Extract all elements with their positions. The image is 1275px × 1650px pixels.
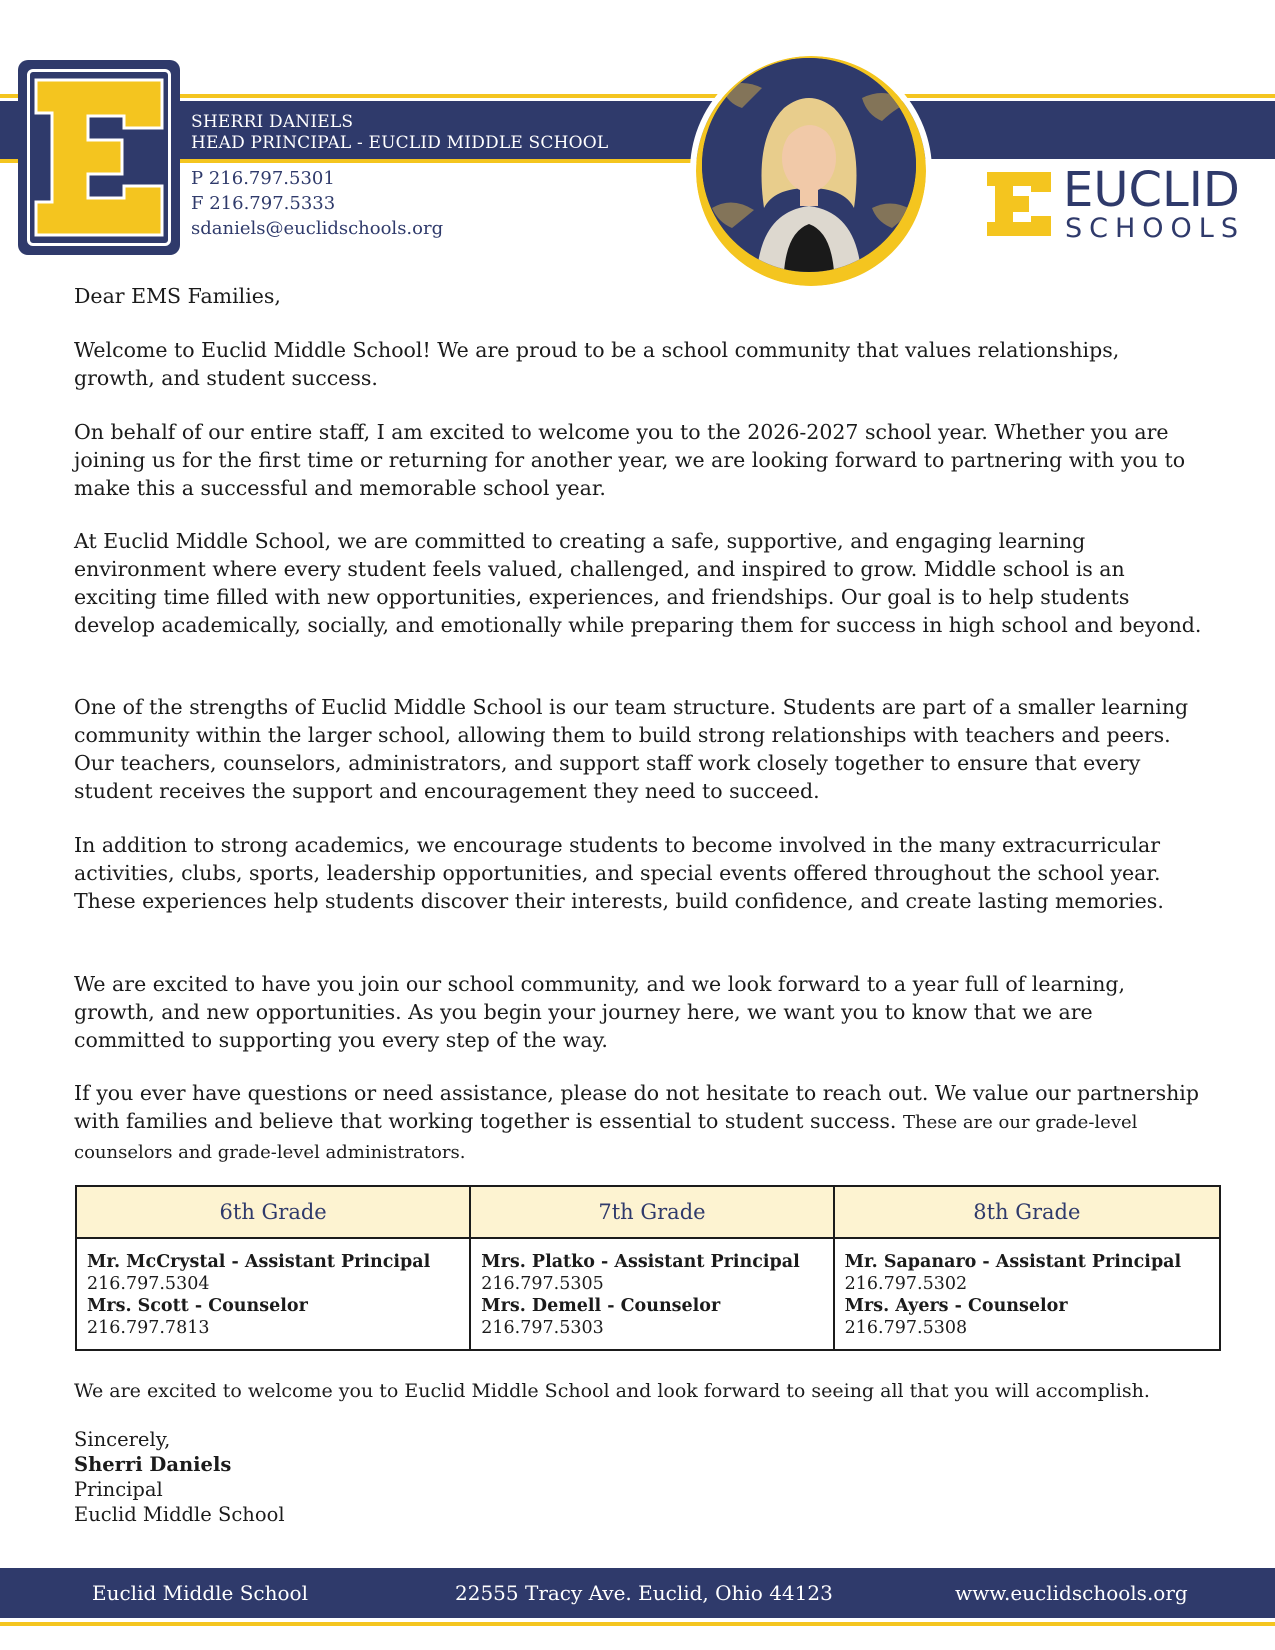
grade-7-contacts [470,1238,833,1350]
grade-8-counselor-phone: 216.797.5308 [844,1318,968,1338]
grade-6-header: 6th Grade [76,1186,470,1238]
grade-7-counselor: Mrs. Demell - Counselor [481,1296,721,1316]
grade-6-admin: Mr. McCrystal - Assistant Principal [87,1252,431,1272]
principal-title: HEAD PRINCIPAL - EUCLID MIDDLE SCHOOL [191,133,609,153]
fax-number: F 216.797.5333 [191,193,336,214]
grade-7-counselor-phone: 216.797.5303 [481,1318,604,1338]
grade-6-admin-phone: 216.797.5304 [87,1274,210,1294]
grade-7-header: 7th Grade [470,1186,833,1238]
table-header-row [76,1186,1220,1238]
grade-6-contacts [76,1238,470,1350]
grade-7-admin: Mrs. Platko - Assistant Principal [481,1252,800,1272]
footer-website-link[interactable]: www.euclidschools.org [955,1581,1188,1605]
grade-8-admin: Mr. Sapanaro - Assistant Principal [844,1252,1182,1272]
sincerely: Sincerely, [74,1428,171,1451]
footer-school: Euclid Middle School [92,1581,308,1605]
email-address: sdaniels@euclidschools.org [191,218,444,239]
grade-6-counselor: Mrs. Scott - Counselor [87,1296,308,1316]
letter-paragraph-5: In addition to strong academics, we encourage students to become involved in the many extracurricular activities, clubs, sports, leadership opportunities, and special events offered throughout the school year. These experiences help students discover their interests, build confidence, and create lasting memories. [74,833,1164,913]
phone-number: P 216.797.5301 [191,168,335,189]
table-row [76,1238,1220,1350]
signer-role: Principal [74,1478,163,1501]
district-e-logo [18,60,180,255]
e-logo-letter-icon [32,76,166,239]
signature-block [74,1427,285,1527]
principal-name: SHERRI DANIELS [191,112,354,132]
grade-contacts-table [75,1185,1221,1351]
grade-8-contacts [834,1238,1220,1350]
grade-8-header: 8th Grade [834,1186,1220,1238]
grade-8-counselor: Mrs. Ayers - Counselor [844,1296,1068,1316]
signer-name: Sherri Daniels [74,1453,232,1476]
letter-paragraph-2: On behalf of our entire staff, I am excited to welcome you to the 2026-2027 school year. Whether you are joining us for the first time or returning for another year, we are looking forward to partnering with you to make this a successful and memorable school year. [74,420,1186,500]
grade-8-admin-phone: 216.797.5302 [844,1274,968,1294]
header-contact-block [191,166,443,241]
letter-paragraph-1: Welcome to Euclid Middle School! We are proud to be a school community that values relationships, growth, and student success. [74,338,1120,390]
brand-subtitle: SCHOOLS [1065,213,1245,244]
footer-address: 22555 Tracy Ave. Euclid, Ohio 44123 [455,1581,833,1605]
letter-paragraph-7 [74,1079,1204,1167]
brand-wordmark: EUCLID [1063,162,1240,218]
grade-6-counselor-phone: 216.797.7813 [87,1318,210,1338]
grade-7-admin-phone: 216.797.5305 [481,1274,604,1294]
letter-paragraph-3: At Euclid Middle School, we are committed to creating a safe, supportive, and engaging learning environment where every student feels valued, challenged, and inspired to grow. Middle school is an exciting time filled with new opportunities, experiences, and friendships. Our goal is to help students develop academically, socially, and emotionally while preparing them for success in high school and beyond. [74,529,1202,637]
letter-paragraph-6: We are excited to have you join our school community, and we look forward to a year full of learning, growth, and new opportunities. As you begin your journey here, we want you to know that we are committed to supporting you every step of the way. [74,972,1126,1052]
letter-greeting: Dear EMS Families, [74,284,281,308]
header-principal-block [191,112,608,154]
closing-line: We are excited to welcome you to Euclid Middle School and look forward to seeing all that you will accomplish. [74,1380,1150,1402]
paragraph-7-main: If you ever have questions or need assistance, please do not hesitate to reach out. We value our partnership with families and believe that working together is essential to student success. [74,1081,1199,1133]
photo-frame [690,50,932,292]
footer-gold-stripe [0,1622,1275,1626]
signer-school: Euclid Middle School [74,1503,285,1526]
paragraph-7-note: These are our grade-level counselors and grade-level administrators. [74,1112,1138,1163]
header-gold-stripe [0,94,1275,98]
brand-e-icon [985,170,1055,238]
letter-paragraph-4: One of the strengths of Euclid Middle School is our team structure. Students are part of a smaller learning community within the larger school, allowing them to build strong relationships with teachers and peers. Our teachers, counselors, administrators, and support staff work closely together to ensure that every student receives the support and encouragement they need to succeed. [74,695,1189,803]
